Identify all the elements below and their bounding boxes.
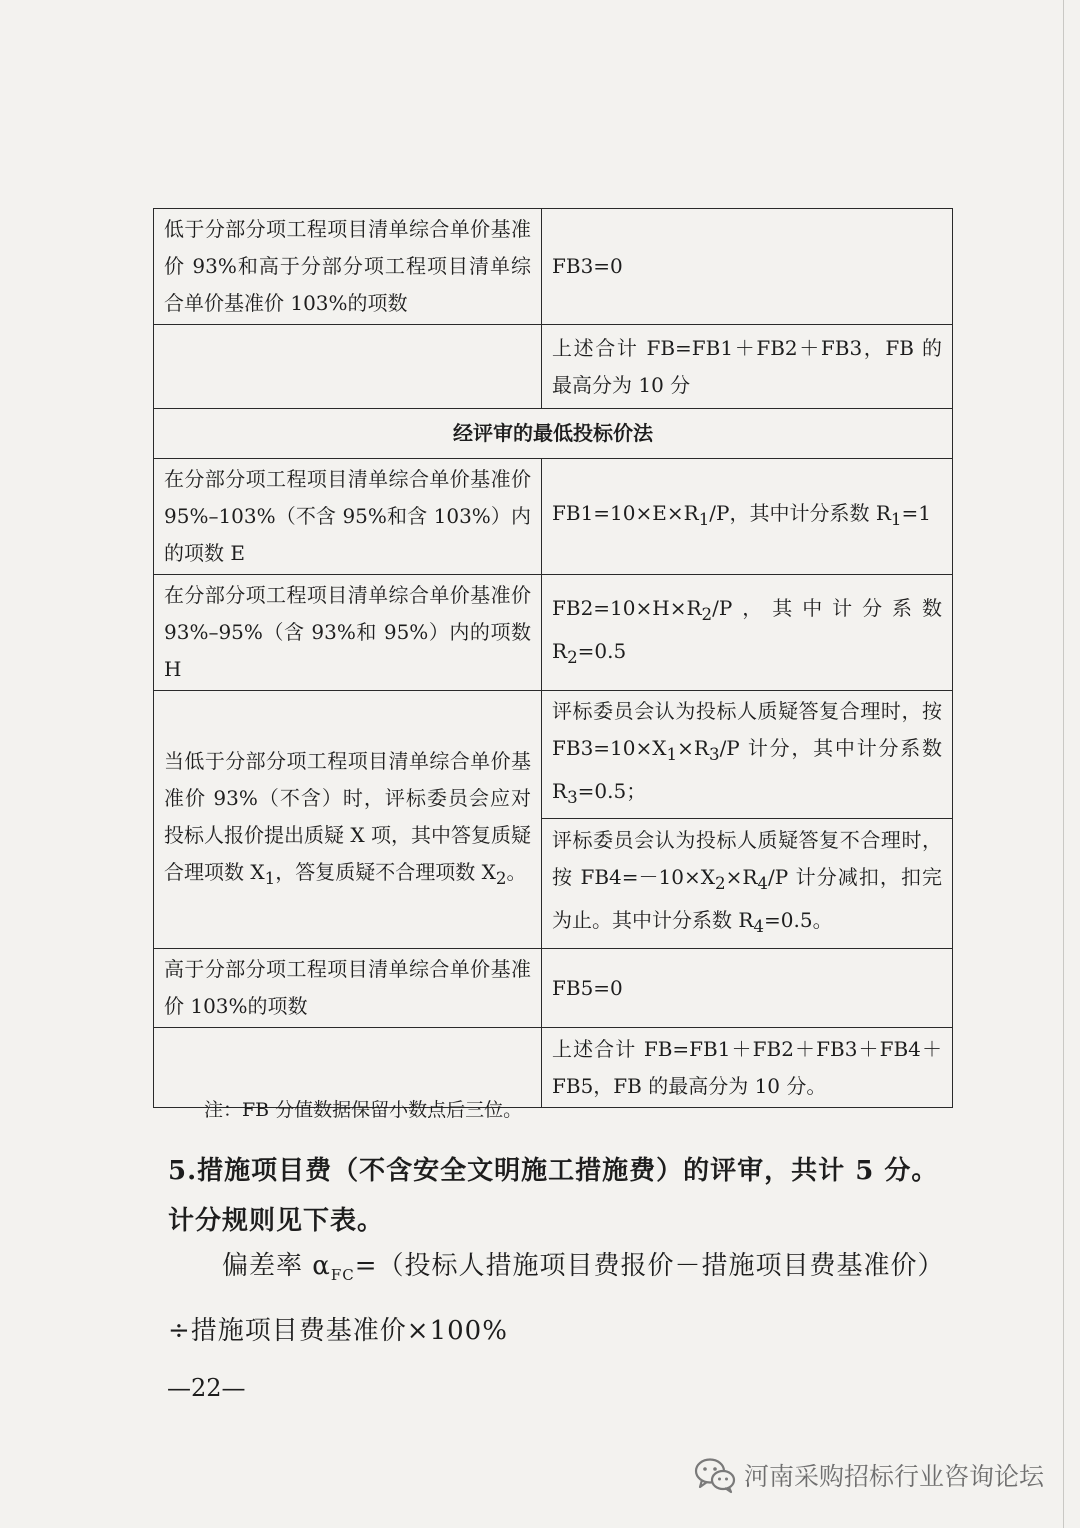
formula-cell: 上述合计 FB=FB1＋FB2＋FB3，FB 的最高分为 10 分 [542, 325, 953, 409]
criterion-cell: 当低于分部分项工程项目清单综合单价基准价 93%（不含）时，评标委员会应对投标人报价提出质疑 X 项，其中答复质疑合理项数 $X_1$，答复质疑不合理项数 $X_2$。 [154, 691, 542, 949]
table-row [154, 691, 953, 819]
table-row [154, 575, 953, 691]
table-row [154, 209, 953, 325]
table-row [154, 325, 953, 409]
section-title: 经评审的最低投标价法 [154, 409, 953, 459]
page-number: —22— [167, 1374, 246, 1402]
formula-cell: 上述合计 FB=FB1＋FB2＋FB3＋FB4＋FB5，FB 的最高分为 10 分。 [542, 1028, 953, 1108]
formula-cell: $FB1=10\times E\times R_1/P$，其中计分系数 $R_1=1$ [542, 459, 953, 575]
formula-cell: FB3=0 [542, 209, 953, 325]
section-heading: 5.措施项目费（不含安全文明施工措施费）的评审，共计 5 分。计分规则见下表。 [168, 1156, 939, 1236]
criterion-cell: 在分部分项工程项目清单综合单价基准价 93%–95%（含 93%和 95%）内的项数 H [154, 575, 542, 691]
table-row [154, 409, 953, 459]
watermark [694, 1456, 1044, 1494]
criterion-cell: 低于分部分项工程项目清单综合单价基准价 93%和高于分部分项工程项目清单综合单价基准价 103%的项数 [154, 209, 542, 325]
page-edge [1063, 0, 1064, 1528]
criterion-cell: 高于分部分项工程项目清单综合单价基准价 103%的项数 [154, 949, 542, 1028]
watermark-text: 河南采购招标行业咨询论坛 [743, 1462, 1044, 1491]
wechat-icon [694, 1456, 736, 1494]
scoring-table [153, 208, 953, 1108]
table-note: 注：FB 分值数据保留小数点后三位。 [204, 1099, 523, 1121]
formula-cell: $FB2=10\times H\times R_2/P$，其中计分系数 $R_2=0.5$ [542, 575, 953, 691]
criterion-cell: 在分部分项工程项目清单综合单价基准价 95%–103%（不含 95%和含 103%）内的项数 E [154, 459, 542, 575]
table-row [154, 949, 953, 1028]
formula-cell: FB5=0 [542, 949, 953, 1028]
formula-cell: 评标委员会认为投标人质疑答复不合理时，按 $FB4=-10\times X_2\times R_4/P$ 计分减扣，扣完为止。其中计分系数 $R_4=0.5$。 [542, 819, 953, 949]
deviation-formula: 偏差率 $\alpha_{FC}=$（投标人措施项目费报价－措施项目费基准价）÷措施项目费基准价×100% [168, 1251, 945, 1347]
table-row [154, 459, 953, 575]
formula-cell: 评标委员会认为投标人质疑答复合理时，按 $FB3=10\times X_1\times R_3/P$ 计分，其中计分系数 $R_3=0.5$； [542, 691, 953, 819]
criterion-cell [154, 325, 542, 409]
